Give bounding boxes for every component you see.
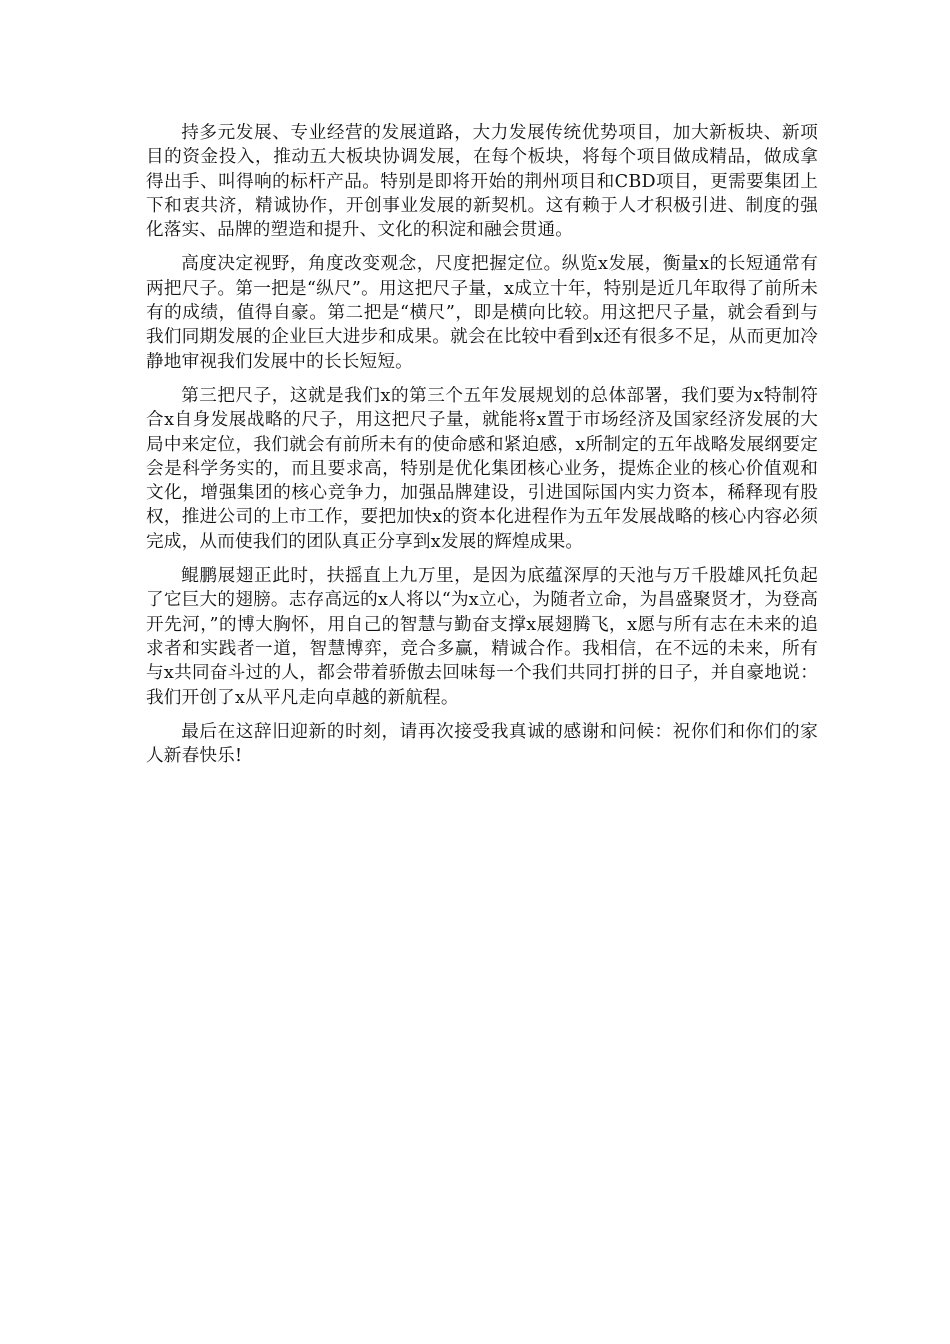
document-body: [146, 121, 818, 778]
paragraph-4: 鲲鹏展翅正此时，扶摇直上九万里，是因为底蕴深厚的天池与万千股雄风托负起了它巨大的翅膀。志存高远的x人将以“为x立心，为随者立命，为昌盛聚贤才，为登高开先河，”的博大胸怀，用自己的智慧与勤奋支撑x展翅腾飞，x愿与所有志在未来的追求者和实践者一道，智慧博弈，竞合多赢，精诚合作。我相信，在不远的未来，所有与x共同奋斗过的人，都会带着骄傲去回味每一个我们共同打拼的日子，并自豪地说：我们开创了x从平凡走向卓越的新航程。: [146, 566, 818, 708]
paragraph-3: 第三把尺子，这就是我们x的第三个五年发展规划的总体部署，我们要为x特制符合x自身发展战略的尺子，用这把尺子量，就能将x置于市场经济及国家经济发展的大局中来定位，我们就会有前所未有的使命感和紧迫感，x所制定的五年战略发展纲要定会是科学务实的，而且要求高，特别是优化集团核心业务，提炼企业的核心价值观和文化，增强集团的核心竞争力，加强品牌建设，引进国际国内实力资本，稀释现有股权，推进公司的上市工作，要把加快x的资本化进程作为五年发展战略的核心内容必须完成，从而使我们的团队真正分享到x发展的辉煌成果。: [146, 385, 818, 552]
paragraph-5: 最后在这辞旧迎新的时刻，请再次接受我真诚的感谢和问候：祝你们和你们的家人新春快乐!: [146, 721, 818, 767]
paragraph-1: 持多元发展、专业经营的发展道路，大力发展传统优势项目，加大新板块、新项目的资金投入，推动五大板块协调发展，在每个板块，将每个项目做成精品，做成拿得出手、叫得响的标杆产品。特别是即将开始的荆州项目和CBD项目，更需要集团上下和衷共济，精诚协作，开创事业发展的新契机。这有赖于人才积极引进、制度的强化落实、品牌的塑造和提升、文化的积淀和融会贯通。: [146, 123, 818, 241]
paragraph-2: 高度决定视野，角度改变观念，尺度把握定位。纵览x发展，衡量x的长短通常有两把尺子。第一把是“纵尺”。用这把尺子量，x成立十年，特别是近几年取得了前所未有的成绩，值得自豪。第二把是“横尺”，即是横向比较。用这把尺子量，就会看到与我们同期发展的企业巨大进步和成果。就会在比较中看到x还有很多不足，从而更加冷静地审视我们发展中的长长短短。: [146, 254, 818, 372]
